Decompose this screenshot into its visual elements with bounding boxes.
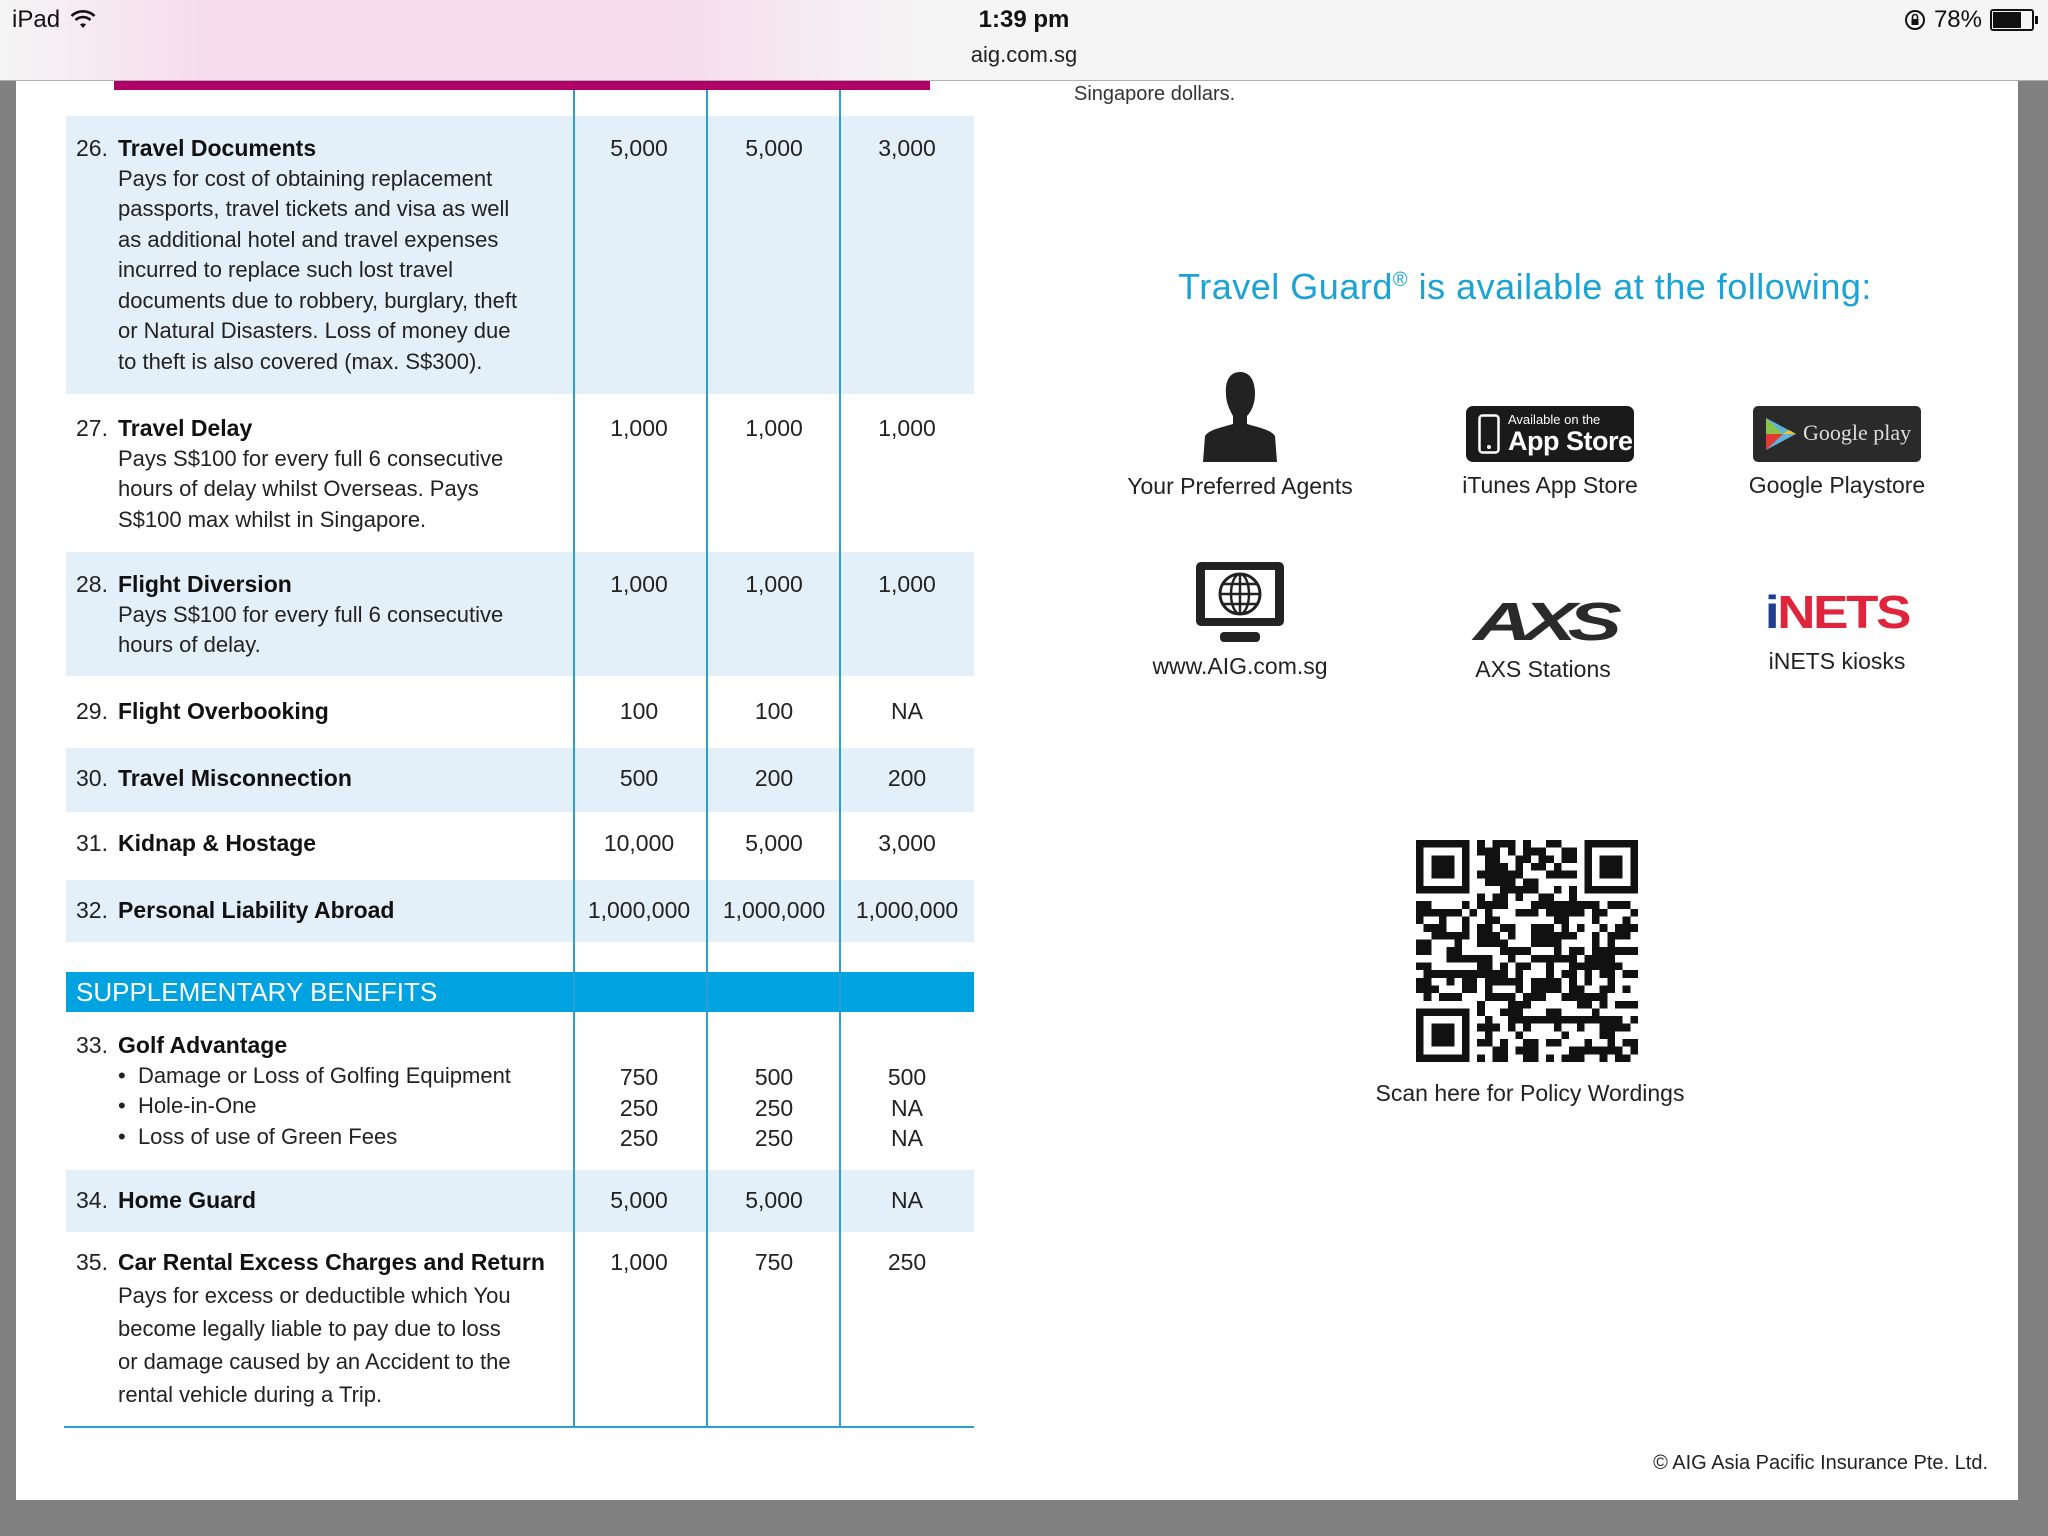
golf-items: • Damage or Loss of Golfing Equipment • Hole-in-One • Loss of use of Green Fees: [118, 1062, 511, 1149]
value-plan-1: 100: [619, 698, 659, 724]
value-plan-1: 500: [619, 765, 659, 791]
row-description: Pays for excess or deductible which You become legally liable to pay due to loss or damage caused by an Accident to the rental vehicle during a Trip.: [118, 1283, 511, 1407]
table-row: [66, 552, 974, 676]
axs-logo-icon: AXS: [1473, 592, 1613, 652]
channel-axs[interactable]: AXS AXS Stations: [1403, 598, 1683, 683]
value-plan-1: 5,000: [610, 135, 668, 161]
google-play-badge-icon: Google play: [1753, 406, 1921, 462]
value-plan-1: 750 250 250: [619, 1064, 659, 1151]
row-title: Flight Diversion: [118, 571, 292, 597]
column-divider: [573, 90, 575, 1428]
status-bar: [0, 0, 2048, 81]
person-silhouette-icon: [1195, 370, 1285, 462]
row-title: Travel Misconnection: [118, 765, 352, 791]
row-title: Kidnap & Hostage: [118, 830, 317, 856]
value-plan-2: 1,000: [745, 571, 803, 597]
row-description: Pays S$100 for every full 6 consecutive hours of delay whilst Overseas. Pays S$100 max whilst in Singapore.: [118, 445, 504, 532]
value-plan-3: 1,000: [878, 415, 936, 441]
supplementary-benefits-header: SUPPLEMENTARY BENEFITS: [66, 972, 974, 1012]
value-plan-3: 200: [887, 765, 927, 791]
row-number: 33.: [76, 1032, 108, 1058]
row-title: Car Rental Excess Charges and Return: [118, 1249, 545, 1275]
inets-logo-icon: iNETS: [1764, 586, 1910, 638]
row-description: Pays for cost of obtaining replacement passports, travel tickets and visa as well as additional hotel and travel expenses incurred to replace such lost travel documents due to robbery, burglary, theft or Natural Disasters. Loss of money due to theft is also covered (max. S$300).: [118, 165, 518, 374]
value-plan-2: 200: [754, 765, 794, 791]
table-row: [66, 1012, 974, 1170]
row-number: 34.: [76, 1187, 108, 1213]
value-plan-3: 500 NA NA: [887, 1064, 927, 1151]
value-plan-2: 5,000: [745, 135, 803, 161]
table-row: [66, 748, 974, 812]
value-plan-1: 1,000: [610, 1249, 668, 1275]
value-plan-2: 1,000: [745, 415, 803, 441]
value-plan-2: 5,000: [745, 1187, 803, 1213]
table-header-bar: [114, 80, 930, 90]
table-row: [66, 1170, 974, 1232]
qr-code[interactable]: [1416, 840, 1638, 1062]
clock: 1:39 pm: [978, 6, 1070, 33]
value-plan-2: 1,000,000: [722, 897, 826, 923]
row-number: 31.: [76, 830, 108, 856]
partial-note: Singapore dollars.: [1074, 83, 1236, 105]
row-title: Travel Delay: [118, 415, 253, 441]
table-row: [66, 676, 974, 748]
channel-inets[interactable]: iNETS iNETS kiosks: [1697, 584, 1977, 675]
value-plan-3: 3,000: [878, 135, 936, 161]
row-number: 32.: [76, 897, 108, 923]
table-row: [66, 812, 974, 880]
table-row: [66, 1232, 974, 1426]
address-bar[interactable]: aig.com.sg: [970, 42, 1078, 67]
rotation-lock-icon: [1904, 9, 1926, 31]
battery-icon: [1990, 9, 2034, 31]
channel-google-play[interactable]: Google play Google Playstore: [1697, 406, 1977, 499]
row-number: 29.: [76, 698, 108, 724]
row-number: 30.: [76, 765, 108, 791]
row-number: 26.: [76, 135, 108, 161]
row-description: Pays S$100 for every full 6 consecutive hours of delay.: [118, 601, 504, 657]
row-number: 35.: [76, 1249, 108, 1275]
table-row: [66, 116, 974, 394]
value-plan-2: 5,000: [745, 830, 803, 856]
row-title: Golf Advantage: [118, 1032, 288, 1058]
value-plan-2: 500 250 250: [754, 1064, 794, 1151]
value-plan-3: 1,000: [878, 571, 936, 597]
column-divider: [706, 90, 708, 1428]
table-row: [66, 880, 974, 942]
channel-app-store[interactable]: Available on the App Store iTunes App Store: [1410, 406, 1690, 499]
value-plan-2: 100: [754, 698, 794, 724]
row-title: Personal Liability Abroad: [118, 897, 395, 923]
device-name: iPad: [12, 6, 61, 33]
table-bottom-border: [64, 1426, 974, 1428]
channel-agents[interactable]: Your Preferred Agents: [1100, 370, 1380, 500]
value-plan-3: 1,000,000: [855, 897, 959, 923]
globe-monitor-icon: [1194, 560, 1286, 644]
row-title: Home Guard: [118, 1187, 257, 1213]
app-store-badge-icon: Available on the App Store: [1466, 406, 1634, 462]
value-plan-3: 3,000: [878, 830, 936, 856]
value-plan-1: 1,000,000: [587, 897, 691, 923]
battery-percent: 78%: [1933, 6, 1982, 33]
value-plan-1: 1,000: [610, 415, 668, 441]
row-number: 27.: [76, 415, 108, 441]
column-divider: [839, 90, 841, 1428]
row-number: 28.: [76, 571, 108, 597]
channel-website[interactable]: www.AIG.com.sg: [1100, 560, 1380, 680]
value-plan-3: NA: [891, 1187, 923, 1213]
value-plan-1: 10,000: [603, 830, 675, 856]
table-row: [66, 394, 974, 552]
row-title: Travel Documents: [118, 135, 317, 161]
value-plan-3: NA: [891, 698, 923, 724]
value-plan-1: 5,000: [610, 1187, 668, 1213]
value-plan-2: 750: [754, 1249, 794, 1275]
copyright: © AIG Asia Pacific Insurance Pte. Ltd.: [1653, 1452, 1988, 1474]
row-title: Flight Overbooking: [118, 698, 329, 724]
availability-title: Travel Guard® is available at the following:: [1178, 266, 1872, 307]
qr-label: Scan here for Policy Wordings: [1375, 1080, 1685, 1106]
value-plan-1: 1,000: [610, 571, 668, 597]
value-plan-3: 250: [887, 1249, 927, 1275]
